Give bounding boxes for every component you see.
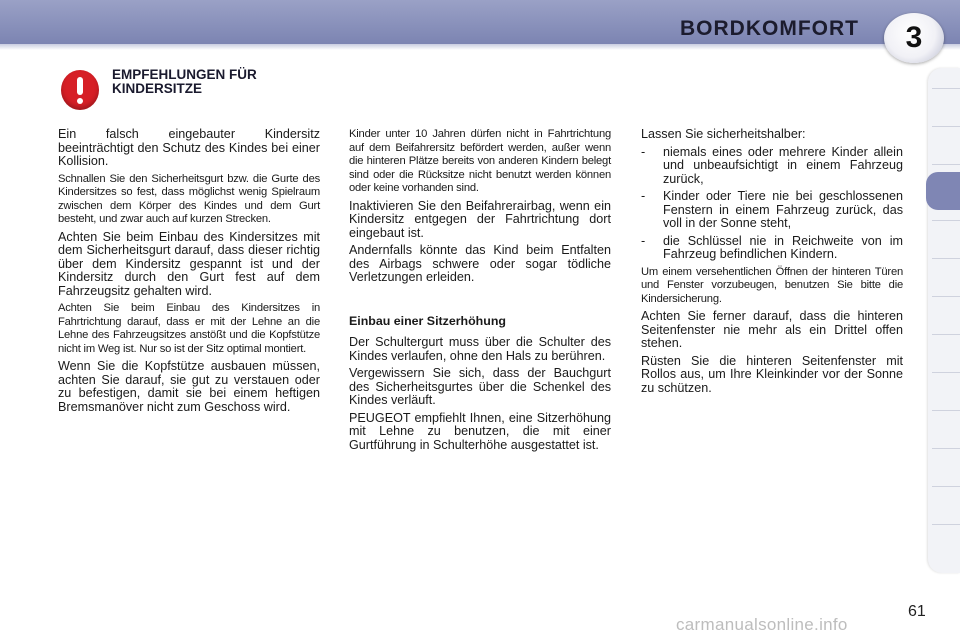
tab-divider bbox=[932, 486, 960, 487]
tab-divider bbox=[932, 334, 960, 335]
list-item-text: die Schlüssel nie in Reichweite von im Fahrzeug befindlichen Kindern. bbox=[663, 233, 903, 261]
chapter-title: BORDKOMFORT bbox=[680, 17, 859, 40]
paragraph: Inaktivieren Sie den Beifahrerairbag, wenn ein Kindersitz entgegen der Fahrtrichtung dort eingebaut ist. bbox=[349, 198, 611, 240]
list-item bbox=[641, 235, 903, 262]
active-chapter-tab[interactable] bbox=[926, 172, 960, 210]
list-item bbox=[641, 190, 903, 231]
subheading: Einbau einer Sitzerhöhung bbox=[349, 313, 506, 328]
tab-divider bbox=[932, 126, 960, 127]
list-intro: Lassen Sie sicherheitshalber: bbox=[641, 127, 806, 141]
watermark: carmanualsonline.info bbox=[676, 615, 848, 634]
tab-divider bbox=[932, 372, 960, 373]
paragraph: Rüsten Sie die hinteren Seitenfenster mit Rollos aus, um Ihre Kleinkinder vor der Sonne zu schützen. bbox=[641, 353, 903, 395]
tab-divider bbox=[932, 258, 960, 259]
section-title: EMPFEHLUNGEN FÜR KINDERSITZE bbox=[112, 67, 257, 96]
paragraph: Um einem versehentlichen Öffnen der hinteren Türen und Fenster vorzubeugen, benutzen Sie bitte die Kindersicherung. bbox=[641, 265, 903, 305]
list-marker: - bbox=[641, 233, 646, 248]
list-marker: - bbox=[641, 144, 646, 159]
paragraph: Achten Sie ferner darauf, dass die hinteren Seitenfenster nie mehr als ein Drittel offen stehen. bbox=[641, 309, 903, 350]
paragraph: Ein falsch eingebauter Kindersitz beeinträchtigt den Schutz des Kindes bei einer Kollision. bbox=[58, 127, 320, 168]
tab-divider bbox=[932, 88, 960, 89]
paragraph: Wenn Sie die Kopfstütze ausbauen müssen, achten Sie darauf, sie gut zu verstauen oder zu befestigen, damit sie bei einem heftigen Bremsmanöver nicht zum Geschoss wird. bbox=[58, 359, 320, 414]
list-item bbox=[641, 146, 903, 187]
tab-divider bbox=[932, 220, 960, 221]
exclamation-warning-icon bbox=[61, 70, 99, 110]
paragraph: Andernfalls könnte das Kind beim Entfalten des Airbags schwere oder sogar tödliche Verletzungen erleiden. bbox=[349, 243, 611, 284]
paragraph: Achten Sie beim Einbau des Kindersitzes mit dem Sicherheitsgurt darauf, dass dieser richtig über dem Kindersitz gespannt ist und der Kindersitz durch den Gurt fest auf dem Fahrzeugsitz gehalten wird. bbox=[58, 229, 320, 298]
paragraph: Achten Sie beim Einbau des Kindersitzes in Fahrtrichtung darauf, dass er mit der Lehne an die Lehne des Fahrzeugsitzes anstößt und die Kopfstütze nicht im Weg ist. Nur so ist der Sitz optimal montiert. bbox=[58, 302, 320, 355]
tab-divider bbox=[932, 524, 960, 525]
list-item-text: niemals eines oder mehrere Kinder allein und unbeaufsichtigt in einem Fahrzeug zurück, bbox=[663, 144, 903, 186]
paragraph: Vergewissern Sie sich, dass der Bauchgurt des Sicherheitsgurtes über die Schenkel des Kindes verläuft. bbox=[349, 366, 611, 407]
paragraph: PEUGEOT empfiehlt Ihnen, eine Sitzerhöhung mit Lehne zu benutzen, die mit einer Gurtführung in Schulterhöhe ausgestattet ist. bbox=[349, 410, 611, 452]
chapter-number-badge: 3 bbox=[884, 13, 944, 63]
page-number: 61 bbox=[908, 603, 926, 620]
paragraph: Der Schultergurt muss über die Schulter des Kindes verlaufen, ohne den Hals zu berühren. bbox=[349, 335, 611, 363]
column-3 bbox=[641, 128, 903, 399]
column-1 bbox=[58, 128, 320, 418]
paragraph: Schnallen Sie den Sicherheitsgurt bzw. die Gurte des Kindersitzes so fest, dass möglichst wenig Spielraum zwischen dem Körper des Kindes und dem Gurt besteht, und zwar auch auf kurzen Strecken. bbox=[58, 172, 320, 225]
column-2 bbox=[349, 128, 611, 456]
header-band-shadow bbox=[0, 44, 960, 50]
list-marker: - bbox=[641, 189, 646, 203]
tab-divider bbox=[932, 410, 960, 411]
tab-divider bbox=[932, 296, 960, 297]
paragraph: Kinder unter 10 Jahren dürfen nicht in Fahrtrichtung auf dem Beifahrersitz befördert werden, außer wenn die hinteren Plätze bereits von anderen Kindern belegt sind oder die Rücksitze nicht benutzt werden können oder keine vorhanden sind. bbox=[349, 128, 611, 194]
tab-divider bbox=[932, 164, 960, 165]
chapter-tabs bbox=[928, 68, 960, 573]
list-item-text: Kinder oder Tiere nie bei geschlossenen Fenstern in einem Fahrzeug zurück, das voll in der Sonne steht, bbox=[663, 189, 903, 230]
tab-divider bbox=[932, 448, 960, 449]
